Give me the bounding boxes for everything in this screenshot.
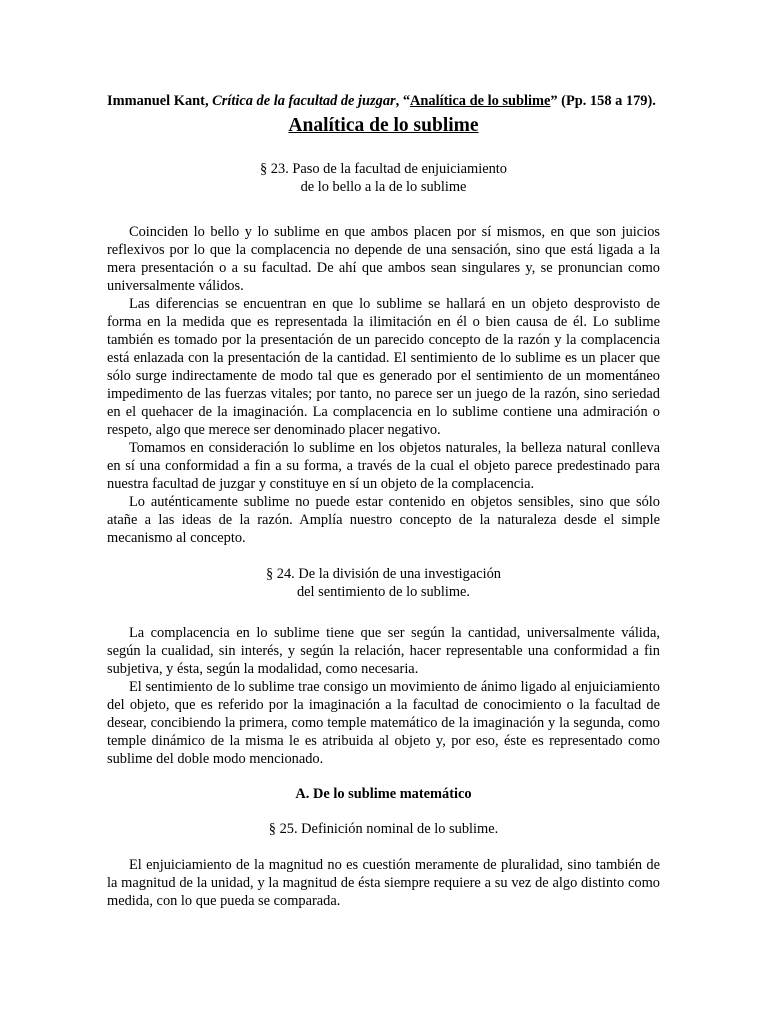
citation-chapter: Analítica de lo sublime [410,93,551,109]
citation-work-title: Crítica de la facultad de juzgar [212,93,396,109]
section-heading-24 [107,565,660,601]
document-page [107,92,660,910]
section-25-body [107,856,660,910]
paragraph: Las diferencias se encuentran en que lo sublime se hallará en un objeto desprovisto de forma en la medida que es representada la ilimitación en él o bien causa de él. Lo sublime también es tomado por la presentación de un parecido concepto de la razón y la complacencia está enlazada con la presentación de la cantidad. El sentimiento de lo sublime es un placer que sólo surge indirectamente de modo tal que es generado por el sentimiento de un momentáneo impedimento de las fuerzas vitales; por tanto, no parece ser un juego de la razón, sino seriedad en el quehacer de la imaginación. La complacencia en lo sublime contiene una admiración o respeto, algo que merece ser denominado placer negativo. [107,296,660,438]
paragraph: Coinciden lo bello y lo sublime en que ambos placen por sí mismos, en que son juicios reflexivos por lo que la complacencia no depende de una sensación, sino que está ligada a la mera presentación o a su facultad. De ahí que ambos sean singulares y, se pronuncian como universalmente válidos. [107,224,660,294]
paragraph: La complacencia en lo sublime tiene que ser según la cantidad, universalmente válida, según la cualidad, sin interés, y según la relación, hacer representable una conformidad a fin subjetiva, y ésta, según la modalidad, como necesaria. [107,625,660,677]
section-heading-line: § 24. De la división de una investigación [265,566,501,582]
paragraph: Tomamos en consideración lo sublime en los objetos naturales, la belleza natural conlleva en sí una conformidad a fin a su forma, a través de la cual el objeto parece predestinado para nuestra facultad de juzgar y constituye en sí un objeto de la complacencia. [107,440,660,492]
page-title: Analítica de lo sublime [288,115,479,136]
citation-separator: , “ [395,93,411,109]
section-heading-25 [107,820,660,838]
subsection-heading-a: A. De lo sublime matemático [295,786,472,802]
paragraph: El enjuiciamiento de la magnitud no es cuestión meramente de pluralidad, sino también de la magnitud de la unidad, y la magnitud de ésta siempre requiere a su vez de algo distinto como medida, con lo que pueda se comparada. [107,857,660,909]
paragraph: El sentimiento de lo sublime trae consigo un movimiento de ánimo ligado al enjuiciamiento del objeto, que es referido por la imaginación a la facultad de conocimiento o la facultad de desear, concibiendo la primera, como temple matemático de la imaginación y la segunda, como temple dinámico de la misma le es atribuida al objeto y, por eso, éste es representado como sublime del doble modo mencionado. [107,679,660,767]
citation-author: Immanuel Kant, [107,93,209,109]
section-heading-23 [107,160,660,196]
section-23-body [107,223,660,547]
section-heading-line: del sentimiento de lo sublime. [296,584,471,600]
section-heading-line: de lo bello a la de lo sublime [300,179,467,195]
section-24-body [107,624,660,768]
section-heading-line: § 23. Paso de la facultad de enjuiciamiento [260,161,507,177]
section-heading-line: § 25. Definición nominal de lo sublime. [268,821,499,837]
citation-pages: ” (Pp. 158 a 179). [550,93,656,109]
citation-header [107,92,660,110]
paragraph: Lo auténticamente sublime no puede estar contenido en objetos sensibles, sino que sólo atañe a las ideas de la razón. Amplía nuestro concepto de la naturaleza desde el simple mecanismo al concepto. [107,494,660,546]
